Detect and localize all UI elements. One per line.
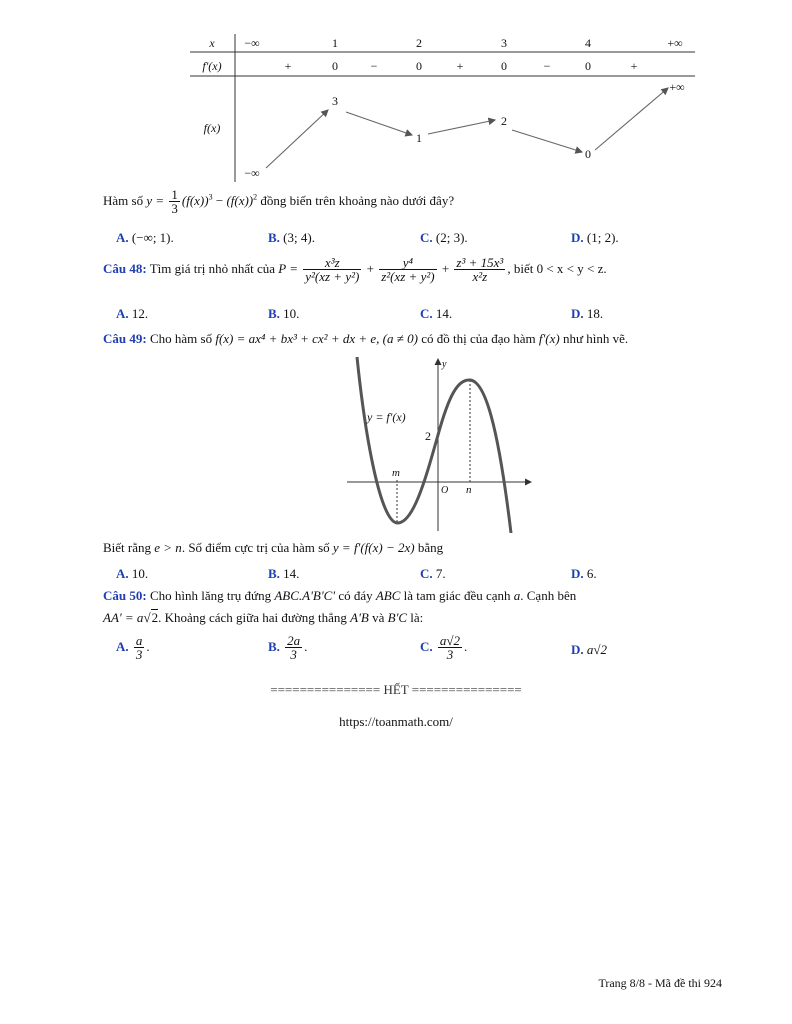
option-text: 7. bbox=[435, 566, 446, 581]
table-x-label: x bbox=[209, 36, 215, 50]
option-label: B. bbox=[268, 230, 280, 245]
q50-edge-lhs: AA' = a bbox=[103, 610, 144, 625]
q47-frac bbox=[169, 188, 180, 216]
x-value: 2 bbox=[416, 36, 422, 50]
option-label: A. bbox=[116, 230, 129, 245]
variation-arrow bbox=[346, 112, 412, 135]
variation-arrow bbox=[595, 88, 668, 150]
q50-sqrt: √2 bbox=[143, 610, 159, 625]
option-label: D. bbox=[571, 566, 584, 581]
option-tail: . bbox=[464, 638, 468, 654]
frac-num: 2a bbox=[287, 633, 301, 648]
variation-table bbox=[190, 32, 700, 184]
q49-given-1: Biết rằng bbox=[103, 540, 152, 555]
frac-num: a bbox=[135, 633, 143, 648]
q47-option-d[interactable] bbox=[571, 230, 619, 246]
q49-given-3: bằng bbox=[417, 540, 444, 555]
f-value: −∞ bbox=[244, 166, 260, 180]
q50-base: ABC bbox=[375, 588, 401, 603]
q47-stem bbox=[103, 188, 454, 216]
q48-frac-1 bbox=[303, 256, 361, 284]
option-text: 18. bbox=[586, 306, 604, 321]
q50-text-1: Cho hình lăng trụ đứng bbox=[149, 588, 272, 603]
origin-label: O bbox=[441, 485, 449, 496]
fprime-sign: 0 bbox=[332, 59, 338, 73]
x-value: 1 bbox=[332, 36, 338, 50]
x-value: 4 bbox=[585, 36, 591, 50]
q48-option-a[interactable] bbox=[116, 306, 148, 322]
frac-den: 3 bbox=[135, 647, 143, 662]
curve-label: y = f'(x) bbox=[367, 410, 406, 424]
q50-line2: B'C bbox=[387, 610, 408, 625]
fprime-sign: + bbox=[284, 59, 292, 73]
q50-edge-rad: 2 bbox=[151, 610, 159, 625]
option-text: 10. bbox=[131, 566, 149, 581]
q47-minus: − bbox=[215, 192, 224, 208]
table-fprime-label: f'(x) bbox=[202, 59, 222, 73]
q49-option-b[interactable] bbox=[268, 566, 299, 582]
option-label: D. bbox=[571, 230, 584, 245]
q47-option-a[interactable] bbox=[116, 230, 174, 246]
q47-prefix: Hàm số bbox=[103, 192, 144, 208]
frac-den: y²(xz + y²) bbox=[305, 269, 360, 284]
fprime-sign: − bbox=[543, 59, 551, 73]
y-intercept-label: 2 bbox=[425, 429, 431, 443]
q50-side: a bbox=[513, 588, 521, 603]
x-value: −∞ bbox=[244, 36, 260, 50]
q49-number: Câu 49: bbox=[103, 331, 147, 346]
option-text: 10. bbox=[283, 306, 300, 321]
option-label: D. bbox=[571, 306, 584, 321]
fprime-sign: − bbox=[370, 59, 378, 73]
option-text: (2; 3). bbox=[435, 230, 468, 245]
q49-given bbox=[103, 540, 443, 556]
option-label: B. bbox=[268, 638, 280, 654]
option-label: A. bbox=[116, 638, 129, 654]
option-label: C. bbox=[420, 306, 433, 321]
f-value: 2 bbox=[501, 114, 507, 128]
q50-option-c[interactable] bbox=[420, 634, 467, 662]
q50-stem-line-1 bbox=[103, 588, 576, 604]
q48-option-b[interactable] bbox=[268, 306, 299, 322]
q50-text-6: và bbox=[372, 610, 385, 625]
option-text: (1; 2). bbox=[586, 230, 619, 245]
option-text: (3; 4). bbox=[283, 230, 315, 245]
x-value: +∞ bbox=[667, 36, 683, 50]
q50-prism: ABC.A'B'C' bbox=[274, 588, 336, 603]
option-frac bbox=[438, 634, 462, 662]
q48-plus: + bbox=[441, 260, 450, 276]
frac-num: z³ + 15x³ bbox=[456, 255, 504, 270]
derivative-curve bbox=[357, 357, 511, 533]
end-marker: =============== HẾT =============== bbox=[270, 682, 522, 697]
frac-num: y⁴ bbox=[379, 256, 436, 270]
variation-arrow bbox=[512, 130, 582, 152]
q50-option-b[interactable] bbox=[268, 634, 307, 662]
q48-option-d[interactable] bbox=[571, 306, 603, 322]
q47-pow3: 3 bbox=[208, 192, 213, 202]
table-f-label: f(x) bbox=[203, 121, 221, 135]
frac-num: a√2 bbox=[439, 633, 461, 648]
page-footer: Trang 8/8 - Mã đề thi 924 bbox=[598, 976, 722, 990]
q50-text-7: là: bbox=[410, 610, 424, 625]
option-text: a√2 bbox=[586, 642, 608, 657]
option-label: A. bbox=[116, 306, 129, 321]
frac-den: x²z bbox=[472, 269, 488, 284]
option-tail: . bbox=[146, 638, 150, 654]
f-value: +∞ bbox=[669, 80, 685, 94]
f-value: 1 bbox=[416, 131, 422, 145]
frac-den: 3 bbox=[446, 647, 454, 662]
q50-text-4: . Cạnh bên bbox=[520, 588, 577, 603]
q48-p-eq: P = bbox=[278, 260, 298, 276]
option-frac bbox=[134, 634, 145, 662]
option-label: B. bbox=[268, 566, 280, 581]
option-text: (−∞; 1). bbox=[131, 230, 174, 245]
q47-suffix: đồng biến trên khoảng nào dưới đây? bbox=[260, 192, 455, 208]
q48-condition: , biết 0 < x < y < z. bbox=[507, 260, 607, 276]
q49-func: f(x) = ax⁴ + bx³ + cx² + dx + e, (a ≠ 0) bbox=[215, 331, 418, 346]
frac-den: z²(xz + y²) bbox=[381, 269, 435, 284]
q49-option-c[interactable] bbox=[420, 566, 446, 582]
q47-option-c[interactable] bbox=[420, 230, 468, 246]
q50-line1: A'B bbox=[350, 610, 369, 625]
q48-number: Câu 48: bbox=[103, 260, 147, 276]
q50-text-5: . Khoảng cách giữa hai đường thẳng bbox=[158, 610, 347, 625]
q50-option-d[interactable] bbox=[571, 642, 607, 658]
website-link[interactable]: https://toanmath.com/ bbox=[339, 714, 453, 729]
q48-stem bbox=[103, 256, 607, 284]
q50-stem-line-2 bbox=[103, 610, 423, 626]
f-value: 3 bbox=[332, 94, 338, 108]
frac-num: x³z bbox=[303, 256, 361, 270]
q50-option-a[interactable] bbox=[116, 634, 150, 662]
y-axis-label: y bbox=[442, 359, 447, 370]
q50-text-2: có đáy bbox=[338, 588, 373, 603]
q49-given-func: y = f'(f(x) − 2x) bbox=[332, 540, 415, 555]
option-text: 12. bbox=[131, 306, 149, 321]
q47-frac-den: 3 bbox=[171, 201, 178, 216]
q48-text: Tìm giá trị nhỏ nhất của bbox=[149, 260, 275, 276]
frac-den: 3 bbox=[290, 647, 297, 662]
q48-option-c[interactable] bbox=[420, 306, 452, 322]
q49-option-a[interactable] bbox=[116, 566, 148, 582]
option-text: 14. bbox=[435, 306, 453, 321]
n-label: n bbox=[466, 484, 472, 496]
option-label: B. bbox=[268, 306, 280, 321]
q47-pow2: 2 bbox=[253, 192, 258, 202]
q47-expr-mid: (f(x)) bbox=[181, 192, 209, 208]
q49-option-d[interactable] bbox=[571, 566, 597, 582]
q47-option-b[interactable] bbox=[268, 230, 315, 246]
option-text: 14. bbox=[283, 566, 300, 581]
fprime-sign: 0 bbox=[501, 59, 507, 73]
q50-number: Câu 50: bbox=[103, 588, 147, 603]
option-label: C. bbox=[420, 230, 433, 245]
q49-text-3: như hình vẽ. bbox=[562, 331, 629, 346]
fprime-sign: + bbox=[630, 59, 638, 73]
option-label: C. bbox=[420, 566, 433, 581]
q48-frac-2 bbox=[379, 256, 436, 284]
q49-text-2: có đồ thị của đạo hàm bbox=[421, 331, 536, 346]
q48-frac-3 bbox=[454, 256, 505, 284]
q50-text-3: là tam giác đều cạnh bbox=[403, 588, 511, 603]
q47-y-eq: y = bbox=[146, 192, 165, 208]
option-label: D. bbox=[571, 642, 584, 657]
m-label: m bbox=[392, 467, 400, 479]
q49-stem bbox=[103, 331, 628, 347]
option-tail: . bbox=[304, 638, 308, 654]
q49-given-2: . Số điểm cực trị của hàm số bbox=[181, 540, 330, 555]
fprime-sign: + bbox=[456, 59, 464, 73]
option-frac bbox=[285, 634, 302, 662]
option-label: C. bbox=[420, 638, 433, 654]
q49-given-cond: e > n bbox=[154, 540, 182, 555]
q49-fprime: f'(x) bbox=[538, 331, 560, 346]
q49-text-1: Cho hàm số bbox=[149, 331, 213, 346]
derivative-graph bbox=[345, 355, 535, 533]
option-text: 6. bbox=[586, 566, 597, 581]
option-label: A. bbox=[116, 566, 129, 581]
x-value: 3 bbox=[501, 36, 507, 50]
variation-arrow bbox=[266, 110, 328, 168]
q48-plus: + bbox=[366, 260, 374, 276]
q47-frac-num: 1 bbox=[171, 187, 178, 202]
q47-expr-end: (f(x)) bbox=[226, 192, 254, 208]
variation-arrow bbox=[428, 120, 495, 134]
fprime-sign: 0 bbox=[416, 59, 422, 73]
fprime-sign: 0 bbox=[585, 59, 591, 73]
f-value: 0 bbox=[585, 147, 591, 161]
